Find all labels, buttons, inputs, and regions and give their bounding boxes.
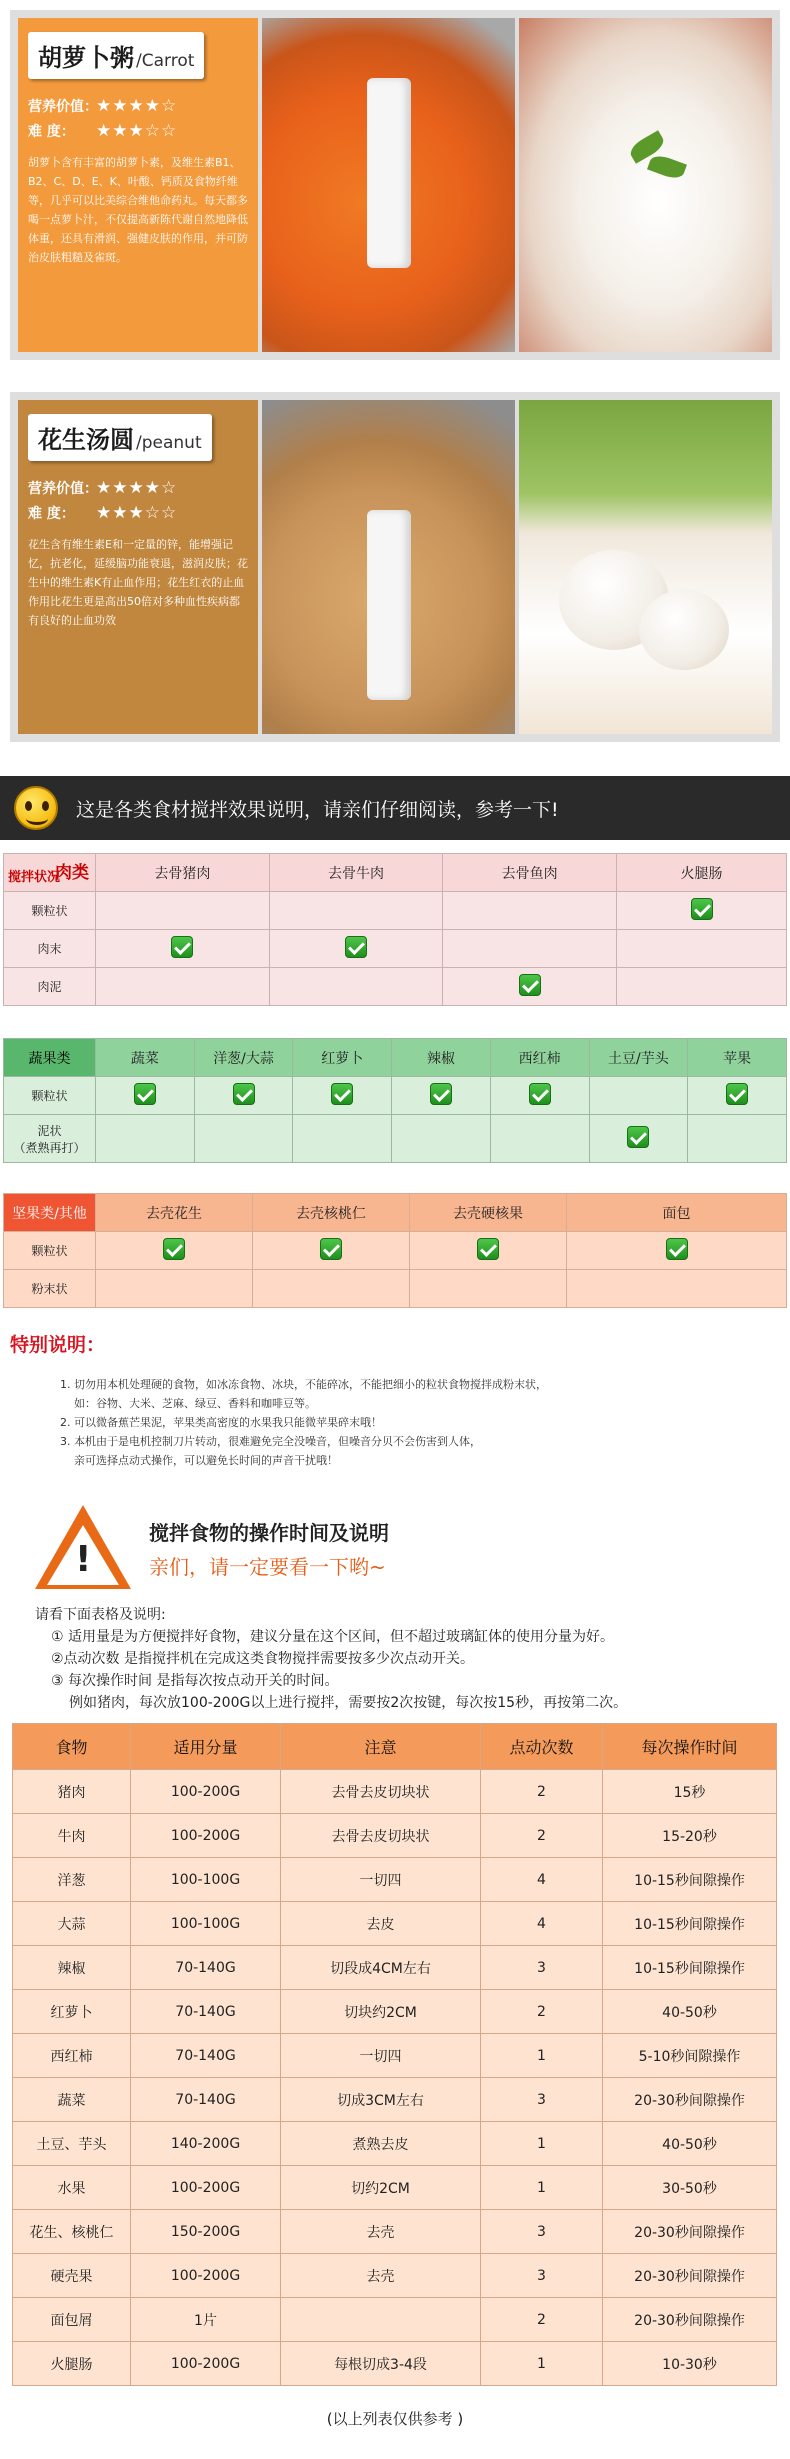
timing-cell: 150-200G — [131, 2210, 281, 2254]
timing-cell: 3 — [481, 2254, 603, 2298]
check-cell — [96, 892, 270, 930]
veg-column-header: 土豆/芋头 — [589, 1039, 688, 1077]
timing-cell: 15-20秒 — [603, 1814, 777, 1858]
howto-example: 例如猪肉，每次放100-200G以上进行搅拌，需要按2次按键，每次按15秒，再按第二次。 — [69, 1695, 628, 1711]
checkmark-icon — [171, 936, 193, 958]
timing-cell: 4 — [481, 1858, 603, 1902]
table-row — [13, 2210, 777, 2254]
checkmark-icon — [233, 1083, 255, 1105]
timing-cell: 一切四 — [281, 2034, 481, 2078]
meat-corner-b: 肉类 — [55, 863, 89, 883]
meat-column-header: 火腿肠 — [617, 854, 787, 892]
timing-cell: 100-200G — [131, 2342, 281, 2386]
timing-cell — [281, 2298, 481, 2342]
warning-section — [35, 1505, 755, 1589]
check-cell — [293, 1077, 392, 1115]
nutrition-label: 营养价值： — [28, 99, 98, 115]
blender-spindle — [367, 78, 411, 268]
timing-table — [12, 1723, 777, 2386]
row-label-note: （煮熟再打） — [13, 1140, 86, 1155]
table-row — [13, 1990, 777, 2034]
meat-table-header — [4, 854, 787, 892]
row-label — [4, 892, 96, 930]
check-cell — [96, 1115, 195, 1163]
table-row — [4, 1232, 787, 1270]
peanut-info-panel — [18, 400, 258, 734]
table-row — [13, 2166, 777, 2210]
timing-cell: 70-140G — [131, 1946, 281, 1990]
peanut-description: 花生含有维生素E和一定量的锌，能增强记忆，抗老化，延缓脑功能衰退，滋润皮肤；花生中的维生素K有止血作用；花生红衣的止血作用比花生更是高出50倍对多种血性疾病都有良好的止血功效 — [28, 538, 248, 627]
table-row — [13, 1902, 777, 1946]
check-cell — [617, 892, 787, 930]
star-rating-icon: ★★★★☆ — [96, 478, 178, 498]
check-cell — [269, 892, 443, 930]
timing-cell: 100-200G — [131, 1770, 281, 1814]
timing-cell: 面包屑 — [13, 2298, 131, 2342]
timing-cell: 土豆、芋头 — [13, 2122, 131, 2166]
difficulty-label: 难 度： — [28, 124, 75, 140]
star-rating-icon: ★★★★☆ — [96, 96, 178, 116]
star-rating-icon: ★★★☆☆ — [96, 121, 178, 141]
footnote: (以上列表仅供参考 ) — [326, 2410, 464, 2428]
check-cell — [589, 1115, 688, 1163]
timing-cell: 切约2CM — [281, 2166, 481, 2210]
table-row — [4, 1077, 787, 1115]
meat-column-header: 去骨牛肉 — [269, 854, 443, 892]
table-row — [13, 2254, 777, 2298]
row-label — [4, 930, 96, 968]
timing-cell: 切成3CM左右 — [281, 2078, 481, 2122]
row-label-text: 粉末状 — [31, 1282, 68, 1296]
checkmark-icon — [691, 898, 713, 920]
checkmark-icon — [134, 1083, 156, 1105]
timing-cell: 4 — [481, 1902, 603, 1946]
check-cell — [443, 968, 617, 1006]
howto-item: ②点动次数 是指搅拌机在完成这类食物搅拌需要按多少次点动开关。 — [51, 1651, 474, 1667]
difficulty-label: 难 度： — [28, 506, 75, 522]
nut-column-header: 面包 — [567, 1194, 787, 1232]
timing-table-header — [13, 1724, 777, 1770]
checkmark-icon — [666, 1238, 688, 1260]
note-line: 亲可选择点动式操作，可以避免长时间的声音干扰哦！ — [74, 1454, 338, 1467]
timing-cell: 西红柿 — [13, 2034, 131, 2078]
timing-cell: 1 — [481, 2122, 603, 2166]
blender-spindle — [367, 510, 411, 700]
table-row — [13, 2034, 777, 2078]
checkmark-icon — [627, 1126, 649, 1148]
peanut-difficulty-rating — [28, 503, 248, 523]
timing-cell: 猪肉 — [13, 1770, 131, 1814]
timing-cell: 10-15秒间隙操作 — [603, 1902, 777, 1946]
timing-cell: 100-100G — [131, 1858, 281, 1902]
carrot-info-panel — [18, 18, 258, 352]
row-label-text: 颗粒状 — [31, 1089, 68, 1103]
row-label — [4, 1270, 96, 1308]
carrot-description: 胡萝卜含有丰富的胡萝卜素，及维生素B1、B2、C、D、E、K、叶酸、钙质及食物纤维等，几乎可以比美综合维他命药丸。每天都多喝一点萝卜汁，不仅提高新陈代谢自然地降低体重，还具有滑润、强健皮肤的作用，并可防治皮肤粗糙及雀斑。 — [28, 156, 248, 264]
timing-cell: 去壳 — [281, 2210, 481, 2254]
check-cell — [490, 1115, 589, 1163]
veg-column-header: 红萝卜 — [293, 1039, 392, 1077]
nut-column-header: 去壳核桃仁 — [253, 1194, 410, 1232]
timing-column-header: 适用分量 — [131, 1724, 281, 1770]
timing-cell: 1片 — [131, 2298, 281, 2342]
check-cell — [96, 930, 270, 968]
carrot-title-box — [28, 32, 204, 79]
timing-cell: 花生、核桃仁 — [13, 2210, 131, 2254]
howto-item: ① 适用量是为方便搅拌好食物，建议分量在这个区间，但不超过玻璃缸体的使用分量为好。 — [51, 1629, 614, 1645]
timing-cell: 1 — [481, 2166, 603, 2210]
row-label-text: 颗粒状 — [31, 1244, 68, 1258]
nut-table-header — [4, 1194, 787, 1232]
timing-cell: 40-50秒 — [603, 1990, 777, 2034]
meat-column-header: 去骨猪肉 — [96, 854, 270, 892]
table-row — [13, 1858, 777, 1902]
check-cell — [253, 1270, 410, 1308]
meat-corner-cell — [4, 854, 96, 892]
veg-column-header: 苹果 — [688, 1039, 787, 1077]
carrot-nutrition-rating — [28, 96, 248, 116]
meat-corner-a: 搅拌状况 — [8, 870, 61, 885]
timing-cell: 3 — [481, 1946, 603, 1990]
howto-item: ③ 每次操作时间 是指每次按点动开关的时间。 — [51, 1673, 339, 1689]
notice-banner — [0, 776, 790, 840]
timing-column-header: 每次操作时间 — [603, 1724, 777, 1770]
timing-cell: 15秒 — [603, 1770, 777, 1814]
special-notes-title: 特别说明： — [10, 1334, 106, 1356]
timing-cell: 2 — [481, 1990, 603, 2034]
timing-cell: 10-30秒 — [603, 2342, 777, 2386]
timing-cell: 硬壳果 — [13, 2254, 131, 2298]
veg-column-header: 西红柿 — [490, 1039, 589, 1077]
table-row — [4, 968, 787, 1006]
table-row — [13, 2342, 777, 2386]
peanut-blender-photo — [262, 400, 515, 734]
timing-cell: 辣椒 — [13, 1946, 131, 1990]
carrot-blender-photo — [262, 18, 515, 352]
check-cell — [617, 968, 787, 1006]
row-label — [4, 1077, 96, 1115]
smiley-icon — [14, 786, 58, 830]
carrot-porridge-photo — [519, 18, 772, 352]
check-cell — [617, 930, 787, 968]
nutrition-label: 营养价值： — [28, 481, 98, 497]
timing-cell: 20-30秒间隙操作 — [603, 2078, 777, 2122]
warning-subtitle: 亲们，请一定要看一下哟~ — [149, 1555, 386, 1579]
timing-cell: 20-30秒间隙操作 — [603, 2210, 777, 2254]
check-cell — [410, 1270, 567, 1308]
timing-cell: 1 — [481, 2342, 603, 2386]
note-line: 1. 切勿用本机处理硬的食物，如冰冻食物、冰块，不能碎冰，不能把细小的粒状食物搅拌成粉末状， — [60, 1378, 547, 1391]
exclamation-icon: ! — [75, 1539, 92, 1580]
howto-instructions — [35, 1604, 775, 1714]
check-cell — [392, 1077, 491, 1115]
check-cell — [96, 968, 270, 1006]
row-label — [4, 1115, 96, 1163]
timing-cell: 140-200G — [131, 2122, 281, 2166]
peanut-title-box — [28, 414, 212, 461]
timing-cell: 10-15秒间隙操作 — [603, 1946, 777, 1990]
timing-cell: 去骨去皮切块状 — [281, 1770, 481, 1814]
check-cell — [194, 1077, 293, 1115]
timing-cell: 蔬菜 — [13, 2078, 131, 2122]
timing-cell: 20-30秒间隙操作 — [603, 2298, 777, 2342]
timing-cell: 30-50秒 — [603, 2166, 777, 2210]
notice-text: 这是各类食材搅拌效果说明，请亲们仔细阅读，参考一下! — [76, 798, 559, 821]
timing-cell: 70-140G — [131, 2034, 281, 2078]
veg-table — [3, 1038, 787, 1163]
note-line: 如：谷物、大米、芝麻、绿豆、香料和咖啡豆等。 — [74, 1397, 316, 1410]
timing-cell: 去皮 — [281, 1902, 481, 1946]
check-cell — [96, 1232, 253, 1270]
star-rating-icon: ★★★☆☆ — [96, 503, 178, 523]
checkmark-icon — [163, 1238, 185, 1260]
checkmark-icon — [726, 1083, 748, 1105]
timing-cell: 切段成4CM左右 — [281, 1946, 481, 1990]
checkmark-icon — [430, 1083, 452, 1105]
timing-cell: 40-50秒 — [603, 2122, 777, 2166]
peanut-title: 花生汤圆 — [38, 426, 134, 454]
veg-table-header — [4, 1039, 787, 1077]
checkmark-icon — [345, 936, 367, 958]
timing-cell: 煮熟去皮 — [281, 2122, 481, 2166]
row-label-text: 泥状 — [37, 1123, 62, 1138]
timing-column-header: 点动次数 — [481, 1724, 603, 1770]
checkmark-icon — [529, 1083, 551, 1105]
checkmark-icon — [477, 1238, 499, 1260]
timing-cell: 去壳 — [281, 2254, 481, 2298]
timing-cell: 红萝卜 — [13, 1990, 131, 2034]
peanut-tangyuan-photo — [519, 400, 772, 734]
nut-corner-cell: 坚果类/其他 — [4, 1194, 96, 1232]
check-cell — [567, 1270, 787, 1308]
garnish-leaf — [647, 152, 687, 181]
timing-cell: 洋葱 — [13, 1858, 131, 1902]
timing-cell: 70-140G — [131, 2078, 281, 2122]
row-label-text: 颗粒状 — [31, 904, 68, 918]
warning-title: 搅拌食物的操作时间及说明 — [149, 1521, 389, 1545]
check-cell — [688, 1077, 787, 1115]
row-label — [4, 1232, 96, 1270]
timing-cell: 20-30秒间隙操作 — [603, 2254, 777, 2298]
check-cell — [392, 1115, 491, 1163]
table-row — [13, 2122, 777, 2166]
timing-cell: 去骨去皮切块状 — [281, 1814, 481, 1858]
nut-column-header: 去壳硬核果 — [410, 1194, 567, 1232]
carrot-recipe-card — [10, 10, 780, 360]
nut-table — [3, 1193, 787, 1308]
check-cell — [443, 930, 617, 968]
checkmark-icon — [331, 1083, 353, 1105]
note-line: 3. 本机由于是电机控制刀片转动，很难避免完全没噪音，但噪音分贝不会伤害到人体， — [60, 1435, 481, 1448]
meat-column-header: 去骨鱼肉 — [443, 854, 617, 892]
timing-cell: 每根切成3-4段 — [281, 2342, 481, 2386]
timing-cell: 1 — [481, 2034, 603, 2078]
carrot-title-en: /Carrot — [136, 51, 195, 71]
check-cell — [567, 1232, 787, 1270]
check-cell — [194, 1115, 293, 1163]
peanut-nutrition-rating — [28, 478, 248, 498]
timing-cell: 一切四 — [281, 1858, 481, 1902]
table-row — [13, 1946, 777, 1990]
note-line: 2. 可以微备蕉芒果泥，苹果类高密度的水果我只能微苹果碎末哦！ — [60, 1416, 382, 1429]
table-row — [13, 1770, 777, 1814]
table-row — [13, 2078, 777, 2122]
table-row — [4, 1115, 787, 1163]
table-row — [13, 1814, 777, 1858]
veg-corner-cell: 蔬果类 — [4, 1039, 96, 1077]
check-cell — [688, 1115, 787, 1163]
timing-cell: 3 — [481, 2078, 603, 2122]
row-label-text: 肉末 — [37, 942, 62, 956]
check-cell — [490, 1077, 589, 1115]
special-notes — [60, 1375, 760, 1470]
table-row — [4, 930, 787, 968]
peanut-title-en: /peanut — [136, 433, 202, 453]
tangyuan-ball — [639, 590, 729, 670]
timing-column-header: 食物 — [13, 1724, 131, 1770]
row-label-text: 肉泥 — [37, 980, 62, 994]
timing-cell: 火腿肠 — [13, 2342, 131, 2386]
timing-cell: 2 — [481, 1770, 603, 1814]
timing-cell: 切块约2CM — [281, 1990, 481, 2034]
timing-cell: 牛肉 — [13, 1814, 131, 1858]
timing-cell: 100-100G — [131, 1902, 281, 1946]
check-cell — [410, 1232, 567, 1270]
timing-cell: 70-140G — [131, 1990, 281, 2034]
timing-cell: 10-15秒间隙操作 — [603, 1858, 777, 1902]
carrot-title: 胡萝卜粥 — [38, 44, 134, 72]
check-cell — [269, 930, 443, 968]
peanut-recipe-card — [10, 392, 780, 742]
timing-cell: 100-200G — [131, 1814, 281, 1858]
checkmark-icon — [519, 974, 541, 996]
table-row — [13, 2298, 777, 2342]
carrot-difficulty-rating — [28, 121, 248, 141]
timing-cell: 2 — [481, 2298, 603, 2342]
veg-column-header: 蔬菜 — [96, 1039, 195, 1077]
timing-cell: 大蒜 — [13, 1902, 131, 1946]
check-cell — [269, 968, 443, 1006]
row-label — [4, 968, 96, 1006]
table-row — [4, 1270, 787, 1308]
veg-column-header: 洋葱/大蒜 — [194, 1039, 293, 1077]
veg-column-header: 辣椒 — [392, 1039, 491, 1077]
timing-cell: 2 — [481, 1814, 603, 1858]
nut-column-header: 去壳花生 — [96, 1194, 253, 1232]
checkmark-icon — [320, 1238, 342, 1260]
timing-cell: 5-10秒间隙操作 — [603, 2034, 777, 2078]
check-cell — [293, 1115, 392, 1163]
check-cell — [96, 1077, 195, 1115]
meat-table — [3, 853, 787, 1006]
timing-cell: 水果 — [13, 2166, 131, 2210]
check-cell — [96, 1270, 253, 1308]
timing-cell: 3 — [481, 2210, 603, 2254]
table-row — [4, 892, 787, 930]
howto-intro: 请看下面表格及说明: — [35, 1607, 166, 1623]
timing-column-header: 注意 — [281, 1724, 481, 1770]
timing-cell: 100-200G — [131, 2254, 281, 2298]
timing-cell: 100-200G — [131, 2166, 281, 2210]
check-cell — [253, 1232, 410, 1270]
check-cell — [443, 892, 617, 930]
check-cell — [589, 1077, 688, 1115]
